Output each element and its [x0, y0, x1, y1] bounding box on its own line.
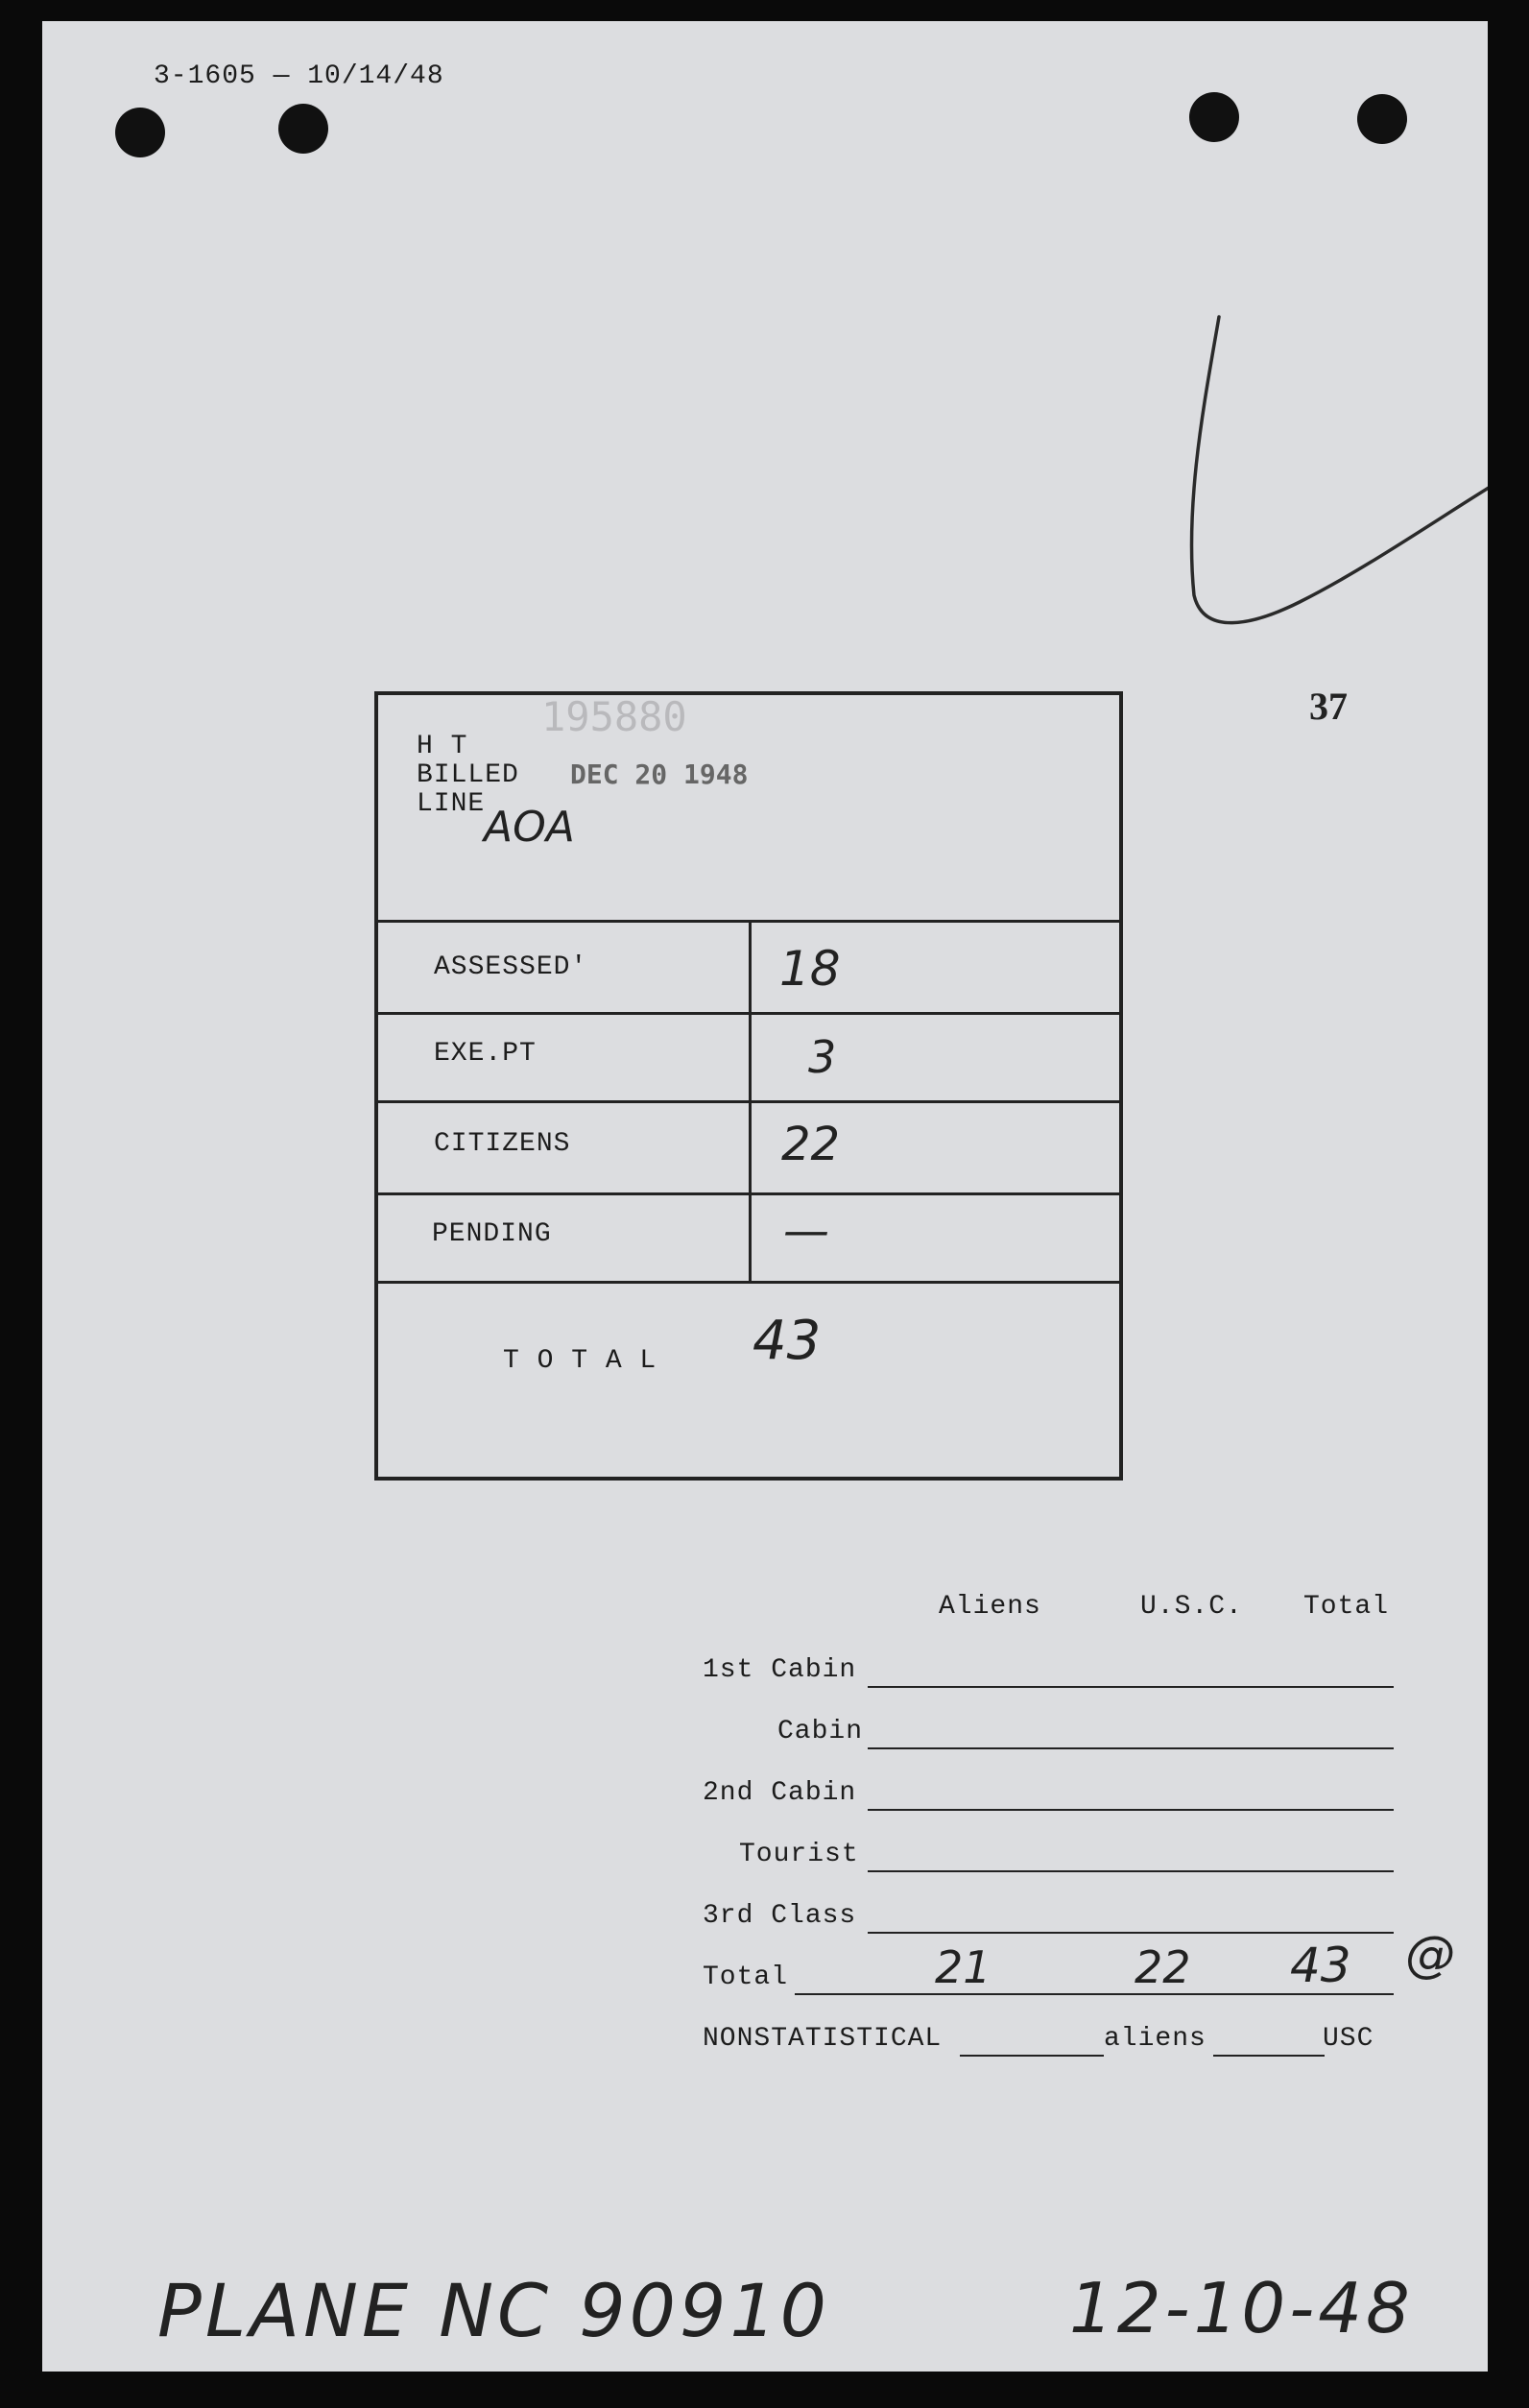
- row-label-citizens: CITIZENS: [434, 1129, 571, 1159]
- label-line: LINE: [417, 789, 486, 819]
- fill-line: [868, 1809, 1394, 1811]
- fill-line: [868, 1870, 1394, 1872]
- punch-hole: [115, 108, 165, 157]
- nonstatistical-label: NONSTATISTICAL: [703, 2024, 943, 2054]
- fill-line: [1213, 2055, 1325, 2057]
- row-value-exempt: 3: [808, 1031, 837, 1083]
- total-label: T O T A L: [503, 1346, 657, 1376]
- class-row-cabin: Cabin: [777, 1717, 864, 1746]
- handwritten-date: 12-10-48: [1069, 2268, 1414, 2348]
- label-ht: H T: [417, 732, 468, 761]
- handwritten-plane-number: PLANE NC 90910: [157, 2268, 831, 2353]
- total-total-value: 43: [1290, 1938, 1351, 1993]
- check-mark-icon: [1117, 290, 1488, 655]
- column-header-total: Total: [1303, 1592, 1390, 1622]
- fill-line: [960, 2055, 1104, 2057]
- punch-hole: [278, 104, 328, 154]
- row-value-citizens: 22: [781, 1118, 841, 1171]
- fill-line: [868, 1932, 1394, 1934]
- nonstatistical-usc-label: USC: [1323, 2024, 1374, 2054]
- class-row-1st-cabin: 1st Cabin: [703, 1655, 857, 1685]
- column-header-usc: U.S.C.: [1140, 1592, 1243, 1622]
- punch-hole: [1189, 92, 1239, 142]
- class-row-tourist: Tourist: [739, 1840, 859, 1869]
- fill-line: [868, 1747, 1394, 1749]
- label-billed: BILLED: [417, 760, 519, 790]
- column-header-aliens: Aliens: [939, 1592, 1041, 1622]
- fill-line: [795, 1993, 1394, 1995]
- column-divider: [749, 920, 752, 1283]
- row-value-assessed: 18: [779, 941, 841, 997]
- page-number: 37: [1309, 685, 1348, 728]
- row-label-pending: PENDING: [432, 1219, 552, 1249]
- fill-line: [868, 1686, 1394, 1688]
- row-label-assessed: ASSESSED': [434, 952, 588, 982]
- row-label-exempt: EXE.PT: [434, 1039, 537, 1069]
- row-value-pending: —: [783, 1204, 829, 1258]
- form-number: 3-1605 — 10/14/48: [154, 61, 444, 91]
- document-page: [42, 21, 1488, 2372]
- line-value: AOA: [484, 803, 575, 852]
- total-usc-value: 22: [1135, 1941, 1191, 1993]
- stamp-serial: 195880: [541, 693, 687, 740]
- class-row-2nd-cabin: 2nd Cabin: [703, 1778, 857, 1808]
- class-row-3rd-class: 3rd Class: [703, 1901, 857, 1931]
- total-circled-mark: @: [1405, 1926, 1455, 1984]
- total-aliens-value: 21: [935, 1941, 991, 1993]
- stamp-date: DEC 20 1948: [570, 759, 749, 790]
- total-value: 43: [753, 1310, 822, 1372]
- tally-box: [374, 691, 1123, 1481]
- punch-hole: [1357, 94, 1407, 144]
- nonstatistical-aliens-label: aliens: [1104, 2024, 1206, 2054]
- class-row-total: Total: [703, 1963, 789, 1992]
